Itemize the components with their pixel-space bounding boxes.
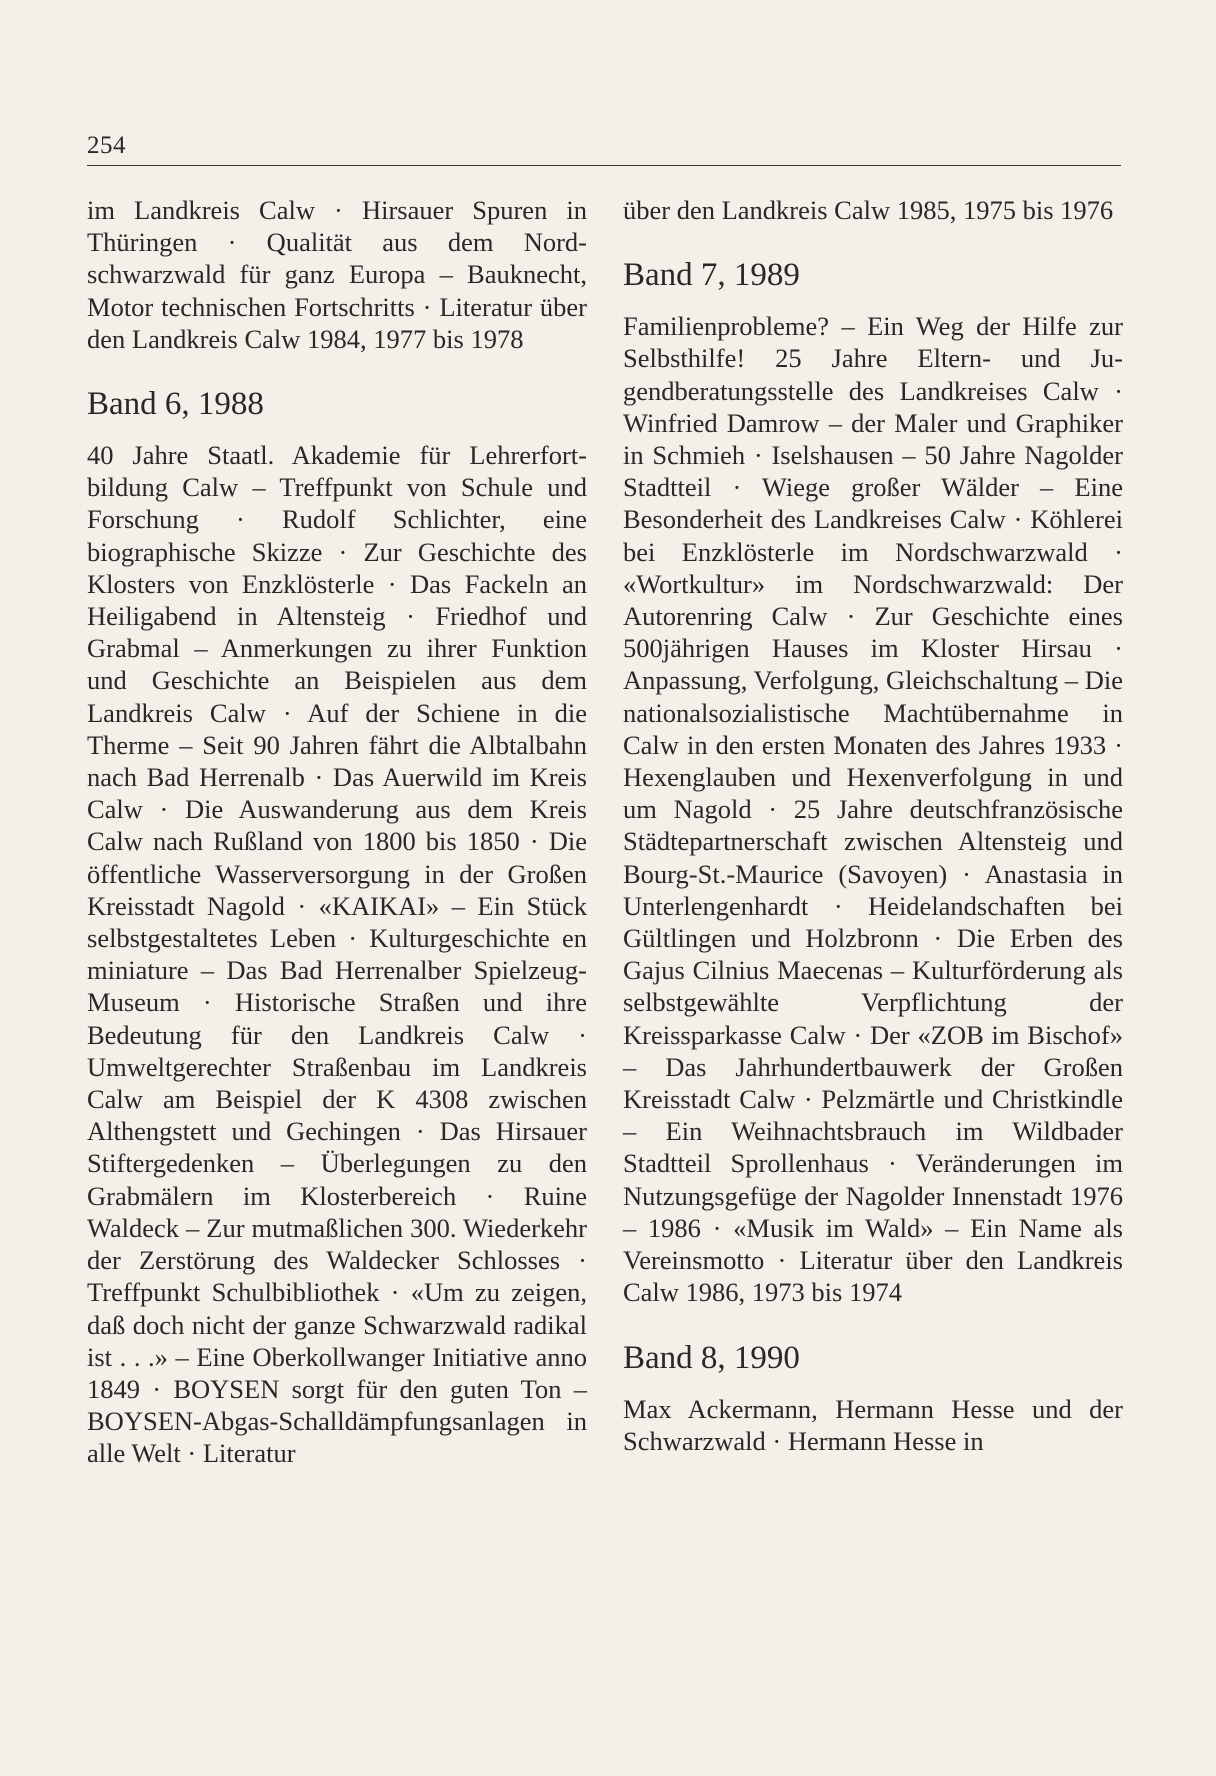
left-column — [87, 194, 587, 1470]
left-intro-paragraph: im Landkreis Calw · Hirsauer Spuren in Thüringen · Qualität aus dem Nordschwarzwald für ganz Europa – Bauknecht, Motor technischen Fortschritts · Literatur über den Landkreis Calw 1984, 1977 bis 1978 — [87, 195, 587, 354]
heading-band-7: Band 7, 1989 — [623, 257, 800, 294]
header-rule — [87, 165, 1121, 166]
right-column — [623, 194, 1123, 1457]
right-intro-paragraph: über den Landkreis Calw 1985, 1975 bis 1976 — [623, 195, 1114, 225]
band-7-contents: Familienprobleme? – Ein Weg der Hilfe zur Selbsthilfe! 25 Jahre Eltern- und Jugendberatungsstelle des Landkreises Calw · Winfried Damrow – der Maler und Graphiker in Schmieh · Iselshausen – 50 Jahre Nagolder Stadtteil · Wiege großer Wälder – Eine Besonderheit des Landkreises Calw · Köhlerei bei Enzklösterle im Nordschwarzwald · «Wortkultur» im Nordschwarzwald: Der Autorenring Calw · Zur Geschichte eines 500jährigen Hauses im Kloster Hirsau · Anpassung, Verfolgung, Gleichschaltung – Die nationalsozialistische Machtübernahme in Calw in den ersten Monaten des Jahres 1933 · Hexenglauben und Hexenverfolgung in und um Nagold · 25 Jahre deutschfranzösische Städtepartnerschaft zwischen Altensteig und Bourg-St.-Maurice (Savoyen) · Anastasia in Unterlengenhardt · Heidelandschaften bei Gültlingen und Holzbronn · Die Erben des Gajus Cilnius Maecenas – Kulturförderung als selbstgewählte Verpflichtung der Kreissparkasse Calw · Der «ZOB im Bischof» – Das Jahrhundertbauwerk der Großen Kreisstadt Calw · Pelzmärtle und Christkindle – Ein Weihnachtsbrauch im Wildbader Stadtteil Sprollenhaus · Veränderungen im Nutzungsgefüge der Nagolder Innenstadt 1976 – 1986 · «Musik im Wald» – Ein Name als Vereinsmotto · Literatur über den Landkreis Calw 1986, 1973 bis 1974 — [623, 311, 1123, 1308]
heading-band-6: Band 6, 1988 — [87, 386, 264, 423]
page-number: 254 — [87, 132, 126, 159]
band-6-contents: 40 Jahre Staatl. Akademie für Lehrerfortbildung Calw – Treffpunkt von Schule und Forschung · Rudolf Schlichter, eine biographische Skizze · Zur Geschichte des Klosters von Enzklösterle · Das Fackeln an Heiligabend in Altensteig · Friedhof und Grabmal – Anmerkungen zu ihrer Funktion und Geschichte an Beispielen aus dem Landkreis Calw · Auf der Schiene in die Therme – Seit 90 Jahren fährt die Albtalbahn nach Bad Herrenalb · Das Auerwild im Kreis Calw · Die Auswanderung aus dem Kreis Calw nach Rußland von 1800 bis 1850 · Die öffentliche Wasserversorgung in der Großen Kreisstadt Nagold · «KAIKAI» – Ein Stück selbstgestaltetes Leben · Kulturgeschichte en miniature – Das Bad Herrenalber Spielzeug-Museum · Historische Straßen und ihre Bedeutung für den Landkreis Calw · Umweltgerechter Straßenbau im Landkreis Calw am Beispiel der K 4308 zwischen Althengstett und Gechingen · Das Hirsauer Stiftergedenken – Überlegungen zu den Grabmälern im Klosterbereich · Ruine Waldeck – Zur mutmaßlichen 300. Wiederkehr der Zerstörung des Waldecker Schlosses · Treffpunkt Schulbibliothek · «Um zu zeigen, daß doch nicht der ganze Schwarzwald radikal ist . . .» – Eine Oberkollwanger Initiative anno 1849 · BOYSEN sorgt für den guten Ton – BOYSEN-Abgas-Schalldämpfungsanlagen in alle Welt · Literatur — [87, 440, 587, 1469]
heading-band-8: Band 8, 1990 — [623, 1339, 800, 1376]
band-8-contents: Max Ackermann, Hermann Hesse und der Schwarzwald · Hermann Hesse in — [623, 1393, 1123, 1456]
